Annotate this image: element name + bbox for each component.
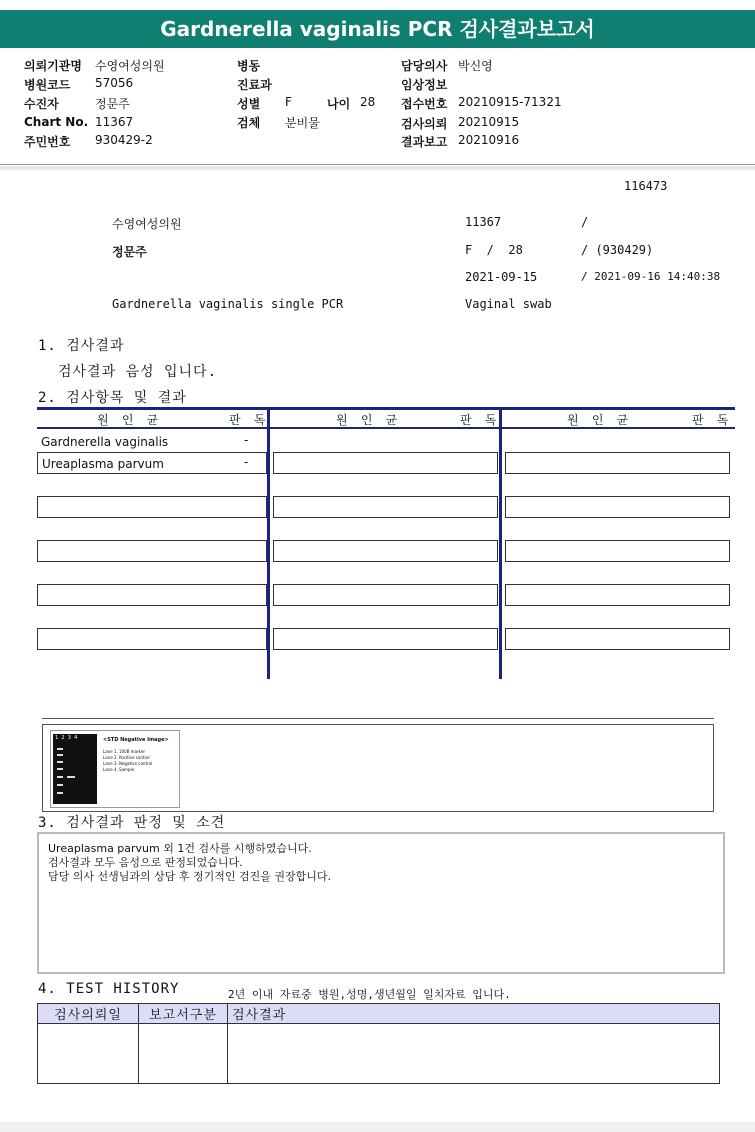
value-request-date: 20210915: [458, 115, 520, 129]
label-age: 나이: [327, 97, 351, 111]
label-department: 진료과: [237, 78, 272, 92]
section-3-title: 3. 검사결과 판정 및 소견: [38, 815, 226, 831]
gel-band: [57, 761, 63, 763]
label-doctor: 담당의사: [401, 59, 448, 73]
label-ward: 병동: [237, 59, 261, 73]
result-cell: [273, 452, 498, 474]
result-cell: [505, 452, 730, 474]
report-title: Gardnerella vaginalis PCR 검사결과보고서: [0, 10, 755, 48]
history-cell: [139, 1024, 228, 1084]
result-cell: [37, 496, 267, 518]
section-1-text: 검사결과 음성 입니다.: [58, 364, 218, 380]
col-pathogen-1: 원 인 균: [97, 413, 162, 427]
history-cell: [38, 1024, 139, 1084]
history-cell: [228, 1024, 720, 1084]
result-cell: [273, 584, 498, 606]
result-cell: [37, 540, 267, 562]
result-cell: [273, 628, 498, 650]
result-cell: [37, 628, 267, 650]
history-col-date: 검사의뢰일: [38, 1004, 139, 1024]
result-cell: [505, 496, 730, 518]
value-institution: 수영여성의원: [95, 59, 165, 73]
value-doctor: 박신영: [458, 59, 493, 73]
col-pathogen-3: 원 인 균: [567, 413, 632, 427]
section-1-title: 1. 검사결과: [38, 338, 125, 354]
history-header-row: [38, 1004, 720, 1024]
summary-slash: /: [581, 215, 589, 229]
result-cell: [505, 628, 730, 650]
label-institution: 의뢰기관명: [24, 59, 82, 73]
label-clinical-info: 임상정보: [401, 78, 448, 92]
opinion-line-3: 담당 의사 선생님과의 상담 후 정기적인 검진을 권장합니다.: [48, 870, 331, 883]
label-receipt-no: 접수번호: [401, 97, 448, 111]
summary-hospital: 수영여성의원: [112, 217, 182, 231]
label-sex: 성별: [237, 97, 261, 111]
history-col-type: 보고서구분: [139, 1004, 228, 1024]
header-divider-shadow: [0, 166, 755, 170]
label-resident-no: 주민번호: [24, 135, 71, 149]
result-cell: [505, 584, 730, 606]
header-divider: [0, 164, 755, 165]
section-4-note: 2년 이내 자료중 병원,성명,생년월일 일치자료 입니다.: [228, 988, 511, 1001]
label-patient: 수진자: [24, 97, 59, 111]
result-cell: [273, 496, 498, 518]
value-receipt-no: 20210915-71321: [458, 95, 562, 109]
result-cell: [273, 540, 498, 562]
gel-lane-1: Lane 1. 100B marker: [103, 749, 145, 754]
label-request-date: 검사의뢰: [401, 117, 448, 131]
summary-id: 116473: [624, 179, 668, 193]
gel-lane-numbers: 1 2 3 4: [55, 735, 78, 741]
gel-lane-2: Lane 2. Positive control: [103, 755, 150, 760]
gel-band: [57, 754, 63, 756]
row-2-pathogen: Ureaplasma parvum: [42, 457, 164, 471]
summary-birth: / (930429): [581, 243, 654, 257]
row-2-result: -: [244, 455, 249, 469]
value-patient: 정문주: [95, 97, 130, 111]
label-report-date: 결과보고: [401, 135, 448, 149]
value-sex: F: [285, 95, 292, 109]
summary-specimen: Vaginal swab: [465, 297, 552, 311]
opinion-line-1: Ureaplasma parvum 외 1건 검사를 시행하였습니다.: [48, 842, 312, 855]
gel-lane-3: Lane 3. Negative control: [103, 761, 153, 766]
label-specimen: 검체: [237, 116, 261, 130]
value-hospital-code: 57056: [95, 76, 134, 90]
label-hospital-code: 병원코드: [24, 78, 71, 92]
value-report-date: 20210916: [458, 133, 520, 147]
history-table: [37, 1003, 720, 1084]
label-chart-no: Chart No.: [24, 115, 89, 129]
result-cell: [505, 540, 730, 562]
row-1-pathogen: Gardnerella vaginalis: [41, 435, 169, 449]
gel-lane-4: Lane 4. Sample: [103, 767, 135, 772]
gel-band: [57, 792, 63, 794]
section-4-title: 4. TEST HISTORY: [38, 981, 180, 997]
col-result-1: 판 독: [229, 413, 269, 427]
gel-photo: [53, 734, 97, 804]
col-result-3: 판 독: [692, 413, 732, 427]
value-specimen: 분비물: [285, 116, 320, 130]
col-pathogen-2: 원 인 균: [336, 413, 401, 427]
history-col-result: 검사결과: [228, 1004, 720, 1024]
table-divider-1: [267, 407, 270, 679]
gel-band: [57, 768, 63, 770]
summary-date2: / 2021-09-16 14:40:38: [581, 270, 721, 283]
gel-band: [57, 776, 63, 778]
result-cell: [37, 584, 267, 606]
gel-band: [57, 748, 63, 750]
summary-name: 정문주: [112, 245, 147, 259]
value-resident-no: 930429-2: [95, 133, 153, 147]
value-age: 28: [360, 95, 376, 109]
value-chart-no: 11367: [95, 115, 134, 129]
summary-sex-age: F / 28: [465, 243, 523, 257]
gel-band-positive: [67, 776, 75, 778]
table-divider-2: [499, 407, 502, 679]
opinion-box: [37, 832, 725, 974]
gel-title: <STD Negative Image>: [103, 737, 169, 743]
summary-chart: 11367: [465, 215, 502, 229]
section-2-title: 2. 검사항목 및 결과: [38, 390, 187, 406]
history-row: [38, 1024, 720, 1084]
col-result-2: 판 독: [460, 413, 500, 427]
gel-image: [50, 730, 180, 808]
gel-band: [57, 784, 63, 786]
opinion-line-2: 검사결과 모두 음성으로 판정되었습니다.: [48, 856, 243, 869]
gel-divider: [42, 718, 714, 719]
summary-test: Gardnerella vaginalis single PCR: [112, 297, 344, 311]
table-top-border: [37, 407, 735, 410]
summary-date1: 2021-09-15: [465, 270, 538, 284]
row-1-result: -: [244, 433, 249, 447]
